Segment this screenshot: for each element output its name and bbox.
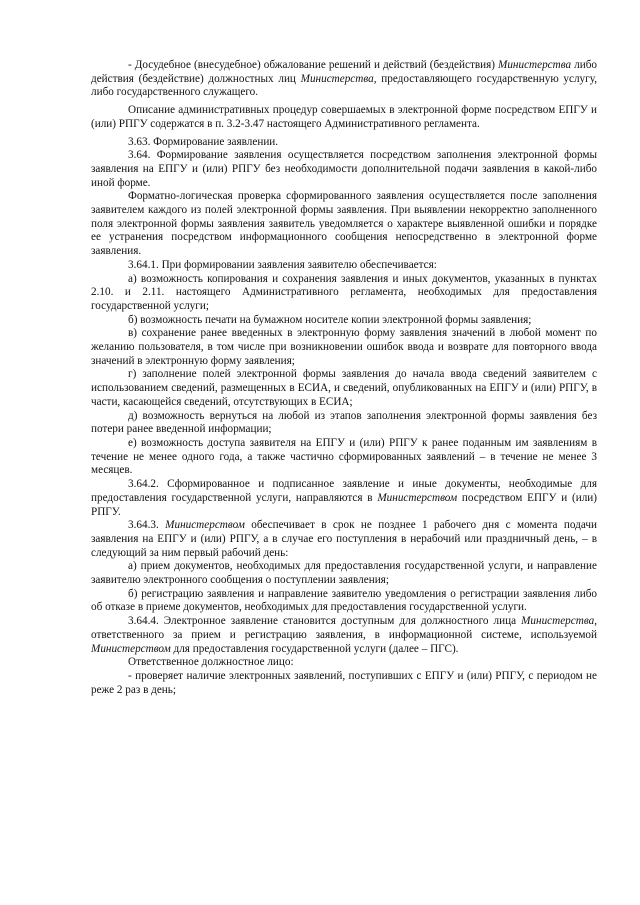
text-run: посредством ЕПГУ и (или) РПГУ. xyxy=(91,491,597,518)
text-run: 3.64.4. Электронное заявление становится доступным для должностного лица xyxy=(128,615,522,628)
paragraph-1 xyxy=(91,59,597,100)
text-run: б) регистрацию заявления и направление заявителю уведомления о регистрации заявления либо об отказе в приеме документов, необходимых для предоставления государственной услуги. xyxy=(91,587,597,614)
italic-text: Министерством xyxy=(91,642,171,655)
paragraph-18 xyxy=(91,656,597,670)
paragraph-8 xyxy=(91,314,597,328)
text-run: б) возможность печати на бумажном носителе копии электронной формы заявления; xyxy=(128,313,532,326)
text-run: обеспечивает в срок не позднее 1 рабочего дня с момента подачи заявления на ЕПГУ и (или) РПГУ, а в случае его поступления в нерабочий или праздничный день, – в следующий за ним первый рабочий день: xyxy=(91,519,597,559)
text-run: г) заполнение полей электронной формы заявления до начала ввода сведений заявителем с использованием сведений, размещенных в ЕСИА, и сведений, опубликованных на ЕПГУ и (или) РПГУ, в части, касающейся сведений, отсутствующих в ЕСИА; xyxy=(91,368,597,408)
paragraph-11 xyxy=(91,410,597,437)
paragraph-12 xyxy=(91,437,597,478)
text-run: для предоставления государственной услуги (далее – ПГС). xyxy=(170,642,459,655)
paragraph-13 xyxy=(91,478,597,519)
text-run: , предоставляющего государственную услугу, либо государственного служащего. xyxy=(91,72,597,99)
text-run: е) возможность доступа заявителя на ЕПГУ и (или) РПГУ к ранее поданным им заявлениям в течение не менее одного года, а также частично сформированных заявлений – в течение не менее 3 месяцев. xyxy=(91,436,597,477)
text-run: 3.64. Формирование заявления осуществляется посредством заполнения электронной формы заявления на ЕПГУ и (или) РПГУ без необходимости дополнительной подачи заявления в какой-либо иной форме. xyxy=(91,149,597,189)
italic-text: Министерства xyxy=(521,615,595,628)
paragraph-4 xyxy=(91,149,597,190)
text-run: либо действия (бездействие) должностных лиц xyxy=(91,59,597,85)
text-run: 3.64.3. xyxy=(128,519,166,532)
paragraph-15 xyxy=(91,560,597,587)
paragraph-5 xyxy=(91,190,597,259)
paragraph-17 xyxy=(91,615,597,656)
text-run: в) сохранение ранее введенных в электронную форму заявления значений в любой момент по желанию пользователя, в том числе при возникновении ошибок ввода и возврате для повторного ввода значений в электронную форму заявления; xyxy=(91,327,597,367)
paragraph-7 xyxy=(91,273,597,314)
text-run: Ответственное должностное лицо: xyxy=(128,656,294,669)
text-run: 3.63. Формирование заявлении. xyxy=(128,135,279,148)
text-run: - Досудебное (внесудебное) обжалование решений и действий (бездействия) xyxy=(128,59,499,71)
text-run: д) возможность вернуться на любой из этапов заполнения электронной формы заявления без потери ранее введенной информации; xyxy=(91,409,597,436)
italic-text: Министерством xyxy=(377,491,458,504)
text-run: 3.64.2. Сформированное и подписанное заявление и иные документы, необходимые для предоставления государственной услуги, направляются в xyxy=(91,478,597,504)
italic-text: Министерства xyxy=(498,59,572,71)
paragraph-2 xyxy=(91,104,597,131)
document-page xyxy=(91,59,597,697)
text-run: 3.64.1. При формировании заявления заявителю обеспечивается: xyxy=(128,258,437,271)
paragraph-10 xyxy=(91,368,597,409)
paragraph-19 xyxy=(91,670,597,697)
paragraph-16 xyxy=(91,588,597,615)
text-run: а) возможность копирования и сохранения заявления и иных документов, указанных в пунктах 2.10. и 2.11. настоящего Административного регламента, необходимых для предоставления государственной услуги; xyxy=(91,272,597,312)
text-run: Форматно-логическая проверка сформированного заявления осуществляется после заполнения заявителем каждого из полей электронной формы заявления. При выявлении некорректно заполненного поля электронной формы заявления заявитель уведомляется о характере выявленной ошибки и порядке ее устранения посредством информационного сообщения непосредственно в электронной форме заявления. xyxy=(91,190,597,258)
italic-text: Министерства xyxy=(300,72,374,85)
paragraph-9 xyxy=(91,327,597,368)
paragraph-6 xyxy=(91,259,597,273)
paragraph-3 xyxy=(91,136,597,150)
text-run: Описание административных процедур совершаемых в электронной форме посредством ЕПГУ и (или) РПГУ содержатся в п. 3.2-3.47 настоящего Административного регламента. xyxy=(91,104,597,130)
paragraph-14 xyxy=(91,519,597,560)
italic-text: Министерством xyxy=(165,519,245,532)
text-run: , ответственного за прием и регистрацию заявления, в информационной системе, используемой xyxy=(91,615,597,641)
text-run: а) прием документов, необходимых для предоставления государственной услуги, и направление заявителю электронного сообщения о поступлении заявления; xyxy=(91,560,597,587)
text-run: - проверяет наличие электронных заявлений, поступивших с ЕПГУ и (или) РПГУ, с периодом не реже 2 раз в день; xyxy=(91,669,597,696)
